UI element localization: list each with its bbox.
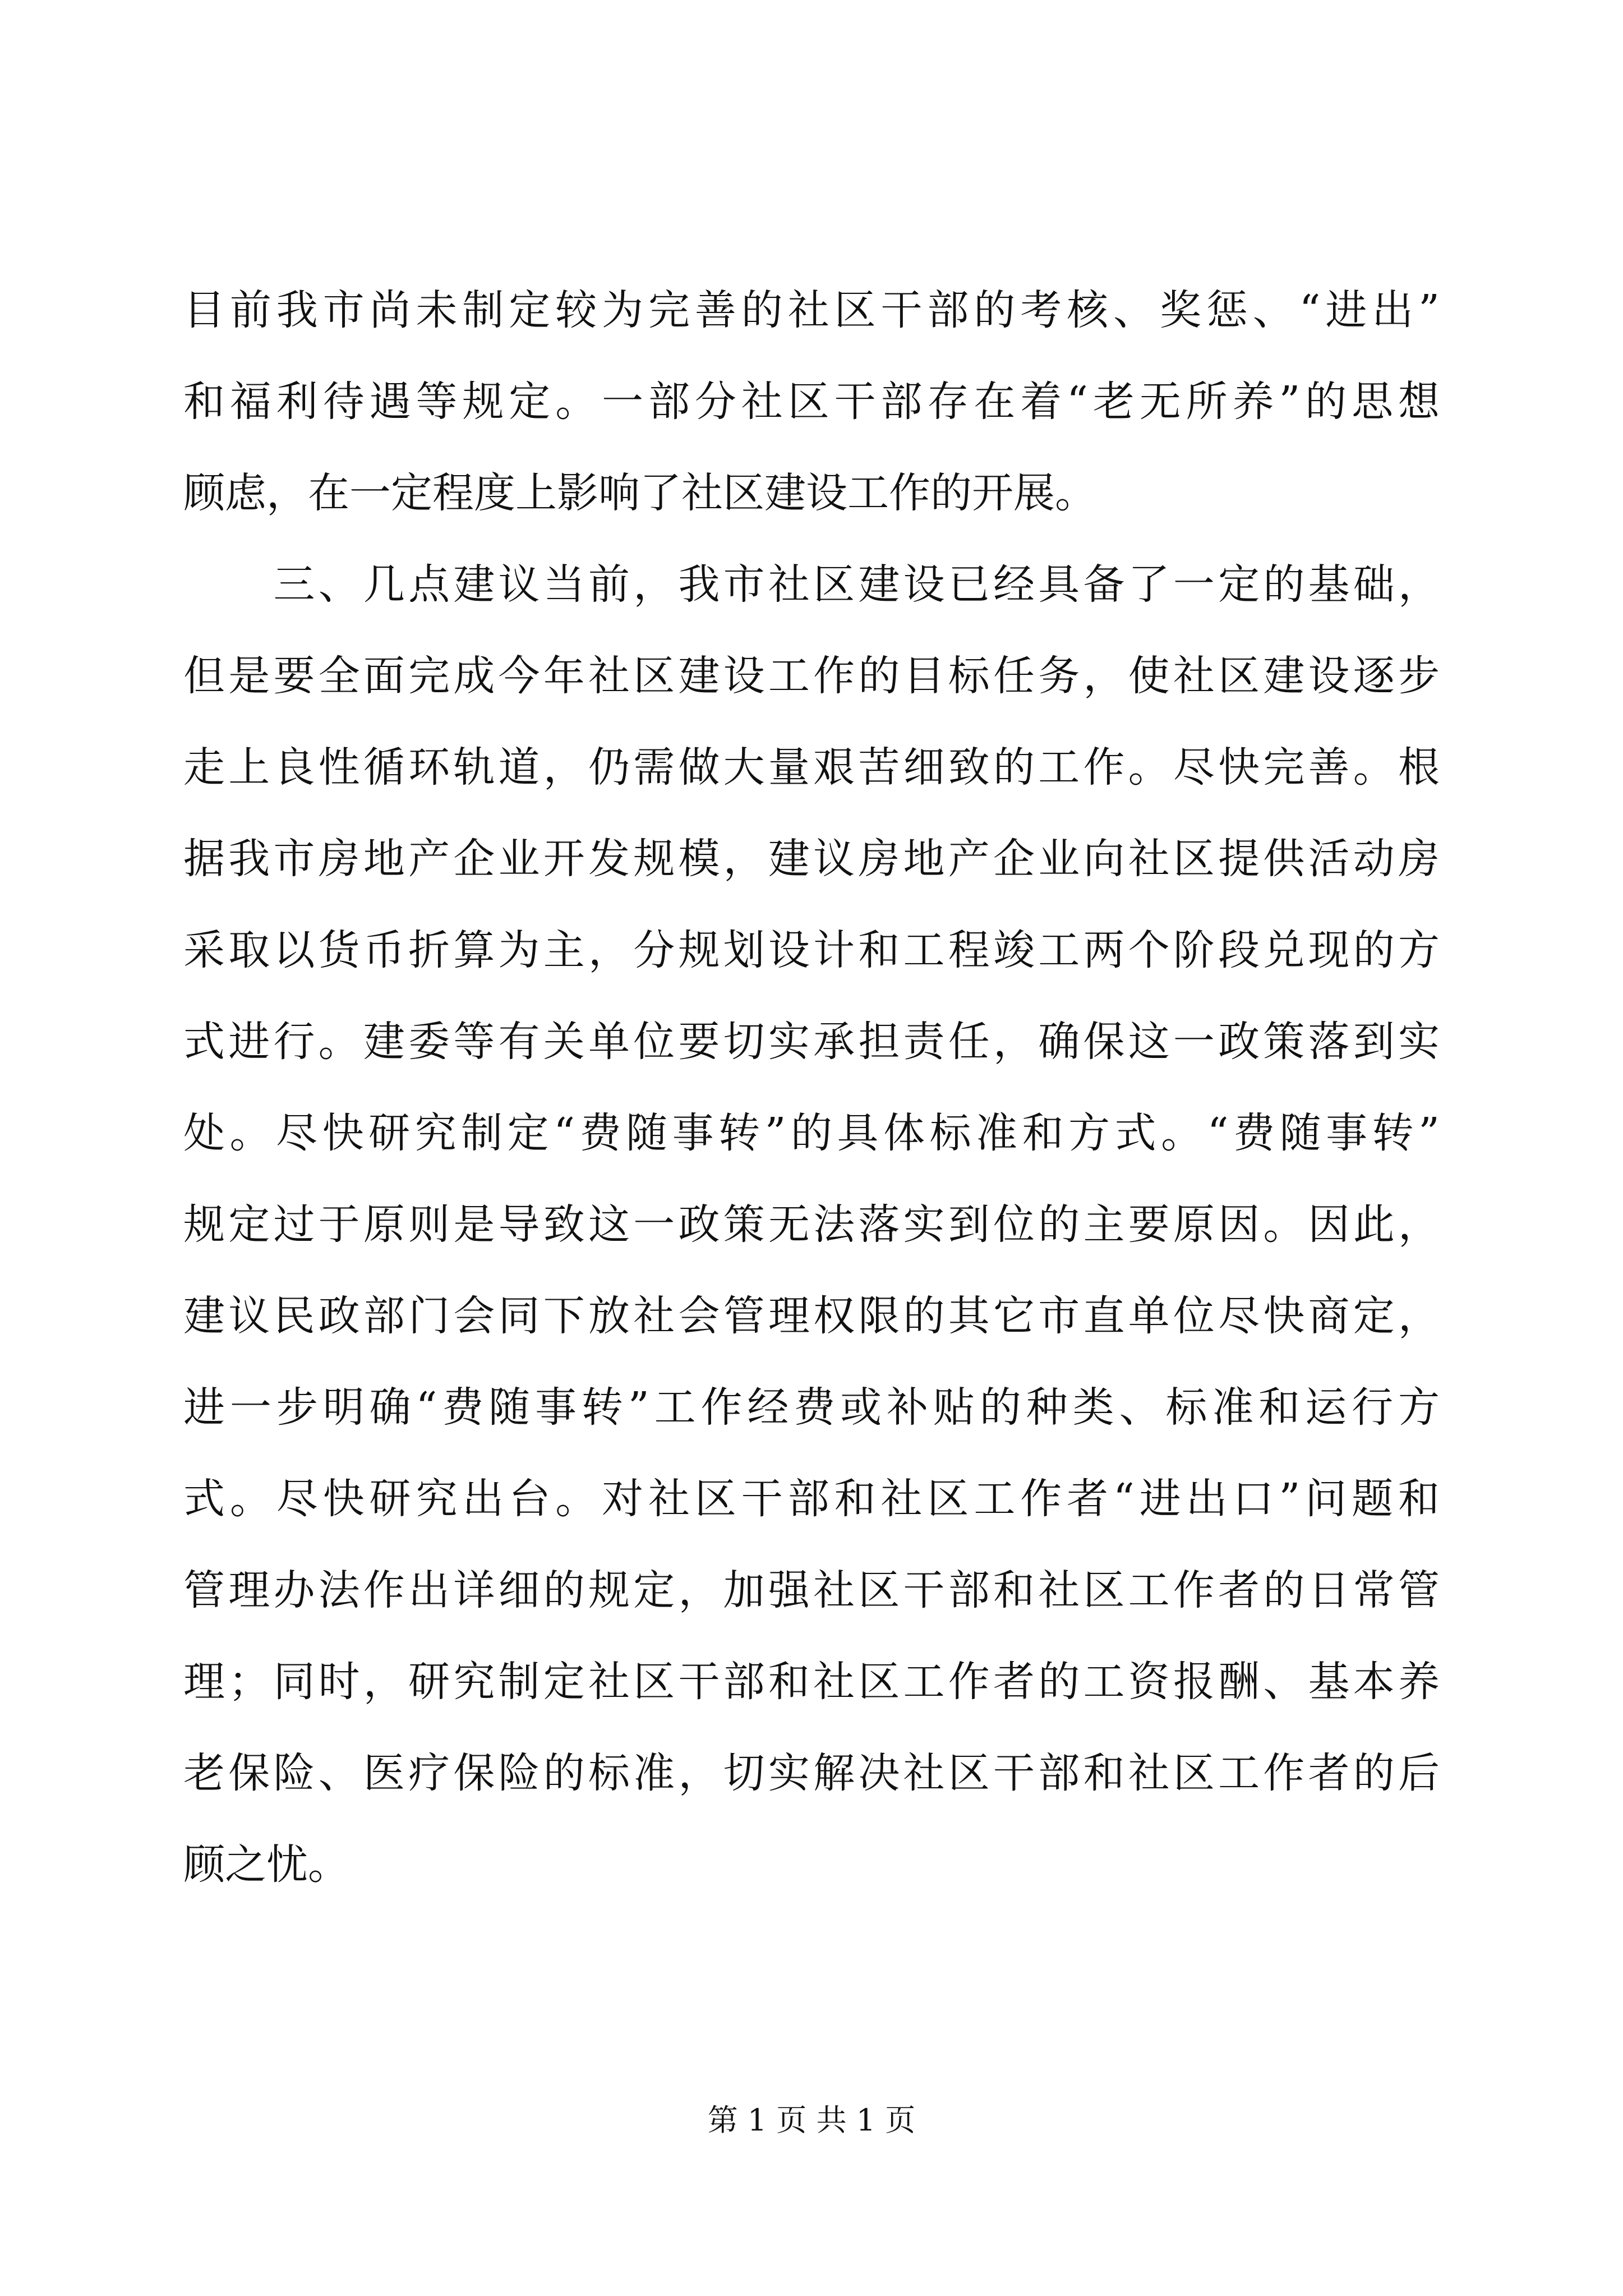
text-line: 和福利待遇等规定。一部分社区干部存在着“老无所养”的思想 [183, 378, 1440, 426]
text-line: 管理办法作出详细的规定，加强社区干部和社区工作者的日常管 [183, 1566, 1440, 1614]
text-line: 走上良性循环轨道，仍需做大量艰苦细致的工作。尽快完善。根 [183, 743, 1440, 792]
text-line: 式。尽快研究出台。对社区干部和社区工作者“进出口”问题和 [183, 1475, 1440, 1523]
text-line: 处。尽快研究制定“费随事转”的具体标准和方式。“费随事转” [183, 1109, 1440, 1157]
text-line: 顾之忧。 [183, 1841, 349, 1889]
text-line: 采取以货币折算为主，分规划设计和工程竣工两个阶段兑现的方 [183, 926, 1440, 974]
text-line: 进一步明确“费随事转”工作经费或补贴的种类、标准和运行方 [183, 1383, 1440, 1432]
page-footer [0, 2098, 1623, 2143]
text-line: 但是要全面完成今年社区建设工作的目标任务，使社区建设逐步 [183, 652, 1440, 700]
body-text [183, 265, 1440, 1911]
text-line: 规定过于原则是导致这一政策无法落实到位的主要原因。因此， [183, 1200, 1440, 1249]
text-line: 顾虑，在一定程度上影响了社区建设工作的开展。 [183, 469, 1096, 517]
text-line: 建议民政部门会同下放社会管理权限的其它市直单位尽快商定， [183, 1292, 1440, 1340]
text-line: 三、几点建议当前，我市社区建设已经具备了一定的基础， [183, 560, 1440, 609]
text-line: 目前我市尚未制定较为完善的社区干部的考核、奖惩、“进出” [183, 286, 1440, 334]
text-line: 式进行。建委等有关单位要切实承担责任，确保这一政策落到实 [183, 1018, 1440, 1066]
text-line: 据我市房地产企业开发规模，建议房地产企业向社区提供活动房 [183, 835, 1440, 883]
text-line: 老保险、医疗保险的标准，切实解决社区干部和社区工作者的后 [183, 1749, 1440, 1797]
text-line: 理；同时，研究制定社区干部和社区工作者的工资报酬、基本养 [183, 1658, 1440, 1706]
page-number: 第 1 页 共 1 页 [707, 2102, 916, 2138]
